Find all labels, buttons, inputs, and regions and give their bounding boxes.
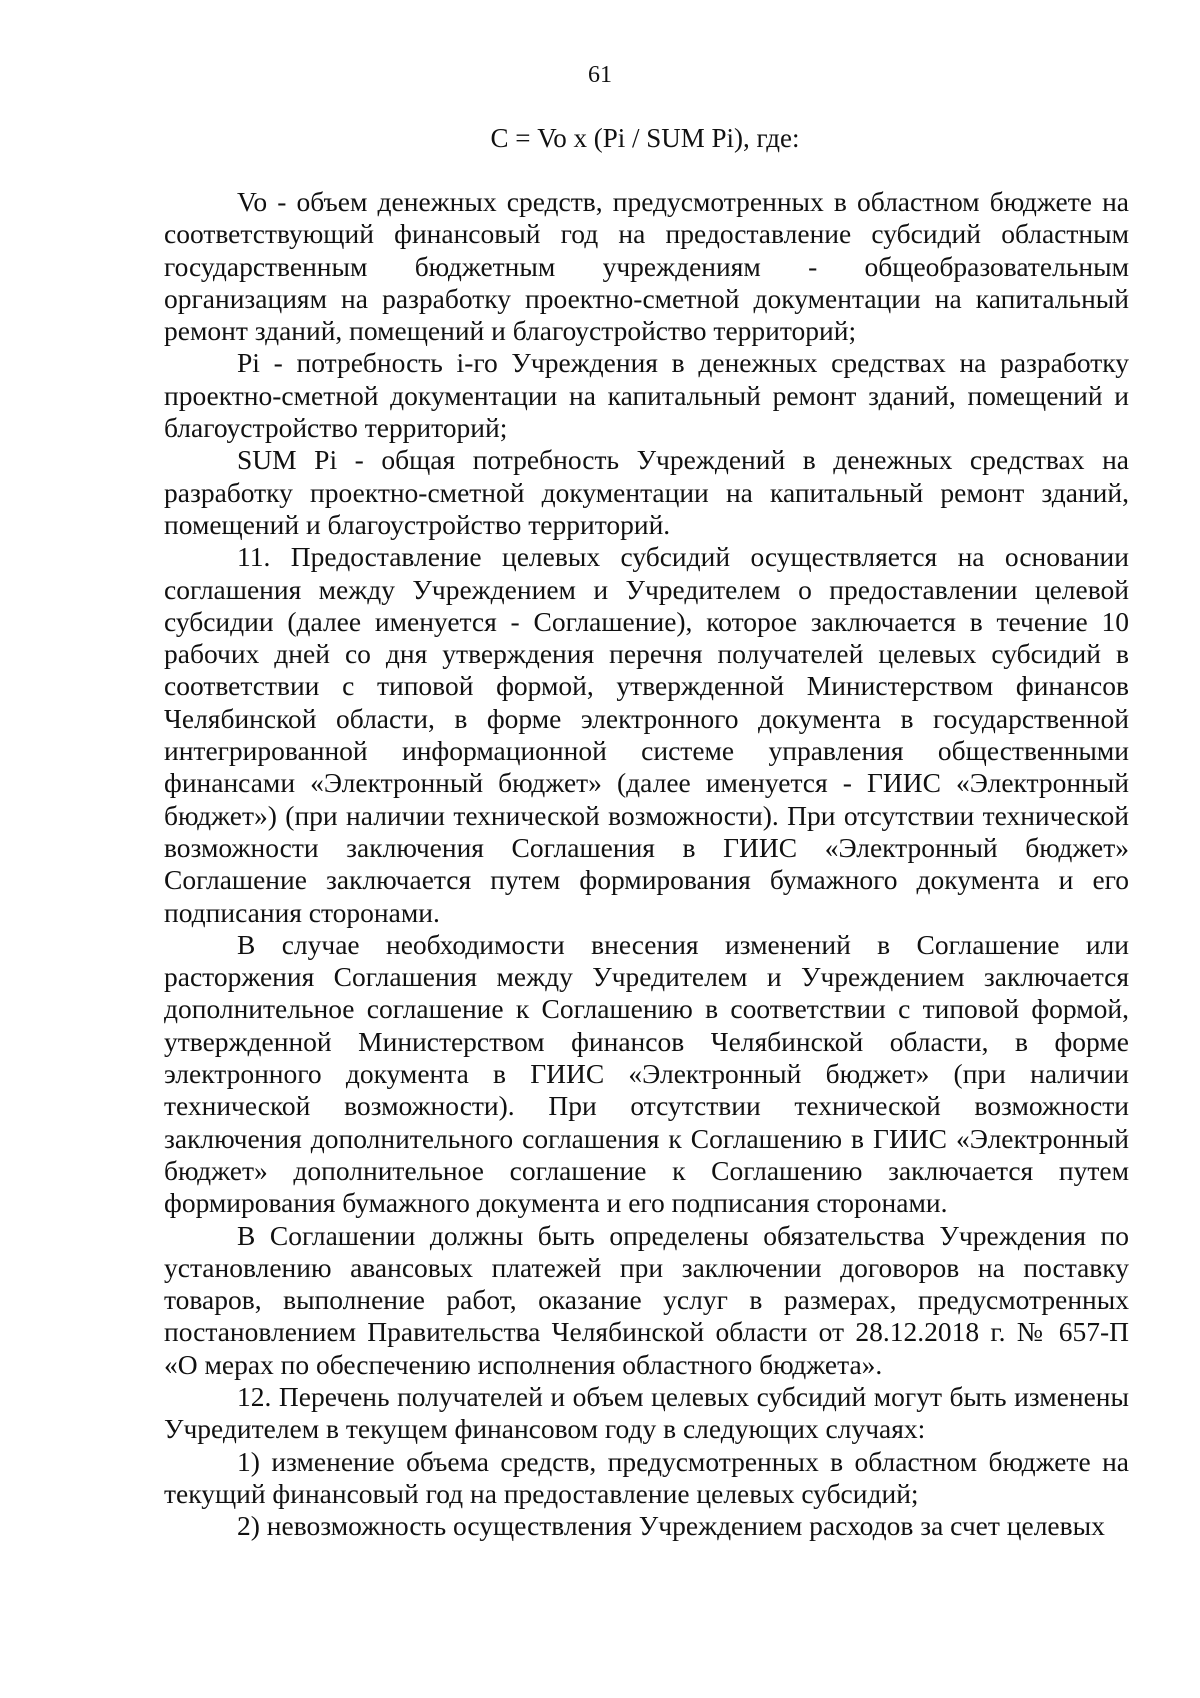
clause-11-amendments: В случае необходимости внесения изменений в Соглашение или расторжения Соглашения между Учредителем и Учреждением заключается дополнительное соглашение к Соглашению в соответствии с типовой формой, утвержденной Министерством финансов Челябинской области, в форме электронного документа в ГИИС «Электронный бюджет» (при наличии технической возможности). При отсутствии технической возможности заключения дополнительного соглашения к Соглашению в ГИИС «Электронный бюджет» дополнительное соглашение к Соглашению заключается путем формирования бумажного документа и его подписания сторонами. — [164, 928, 1129, 1219]
definition-sum-pi: SUM Pi - общая потребность Учреждений в денежных средствах на разработку проектно-сметной документации на капитальный ремонт зданий, помещений и благоустройство территорий. — [164, 444, 1129, 540]
clause-12-item-2: 2) невозможность осуществления Учреждением расходов за счет целевых — [237, 1510, 1105, 1542]
document-body — [164, 186, 1129, 1542]
clause-12-item-1: 1) изменение объема средств, предусмотренных в областном бюджете на текущий финансовый год на предоставление целевых субсидий; — [164, 1445, 1129, 1509]
formula: С = Vo x (Pi / SUM Pi), где: — [490, 123, 800, 153]
clause-12: 12. Перечень получателей и объем целевых субсидий могут быть изменены Учредителем в текущем финансовом году в следующих случаях: — [164, 1380, 1129, 1445]
page-number: 61 — [588, 62, 612, 88]
definition-pi: Pi - потребность i-го Учреждения в денежных средствах на разработку проектно-сметной документации на капитальный ремонт зданий, помещений и благоустройство территорий; — [164, 347, 1129, 444]
definition-vo: Vo - объем денежных средств, предусмотренных в областном бюджете на соответствующий финансовый год на предоставление субсидий областным государственным бюджетным учреждениям - общеобразовательным организациям на разработку проектно-сметной документации на капитальный ремонт зданий, помещений и благоустройство территорий; — [164, 186, 1129, 347]
clause-11-obligations: В Соглашении должны быть определены обязательства Учреждения по установлению авансовых платежей при заключении договоров на поставку товаров, выполнение работ, оказание услуг в размерах, предусмотренных постановлением Правительства Челябинской области от 28.12.2018 г. № 657-П «О мерах по обеспечению исполнения областного бюджета». — [164, 1219, 1129, 1380]
clause-11: 11. Предоставление целевых субсидий осуществляется на основании соглашения между Учреждением и Учредителем о предоставлении целевой субсидии (далее именуется - Соглашение), которое заключается в течение 10 рабочих дней со дня утверждения перечня получателей целевых субсидий в соответствии с типовой формой, утвержденной Министерством финансов Челябинской области, в форме электронного документа в государственной интегрированной информационной системе управления общественными финансами «Электронный бюджет» (далее именуется - ГИИС «Электронный бюджет») (при наличии технической возможности). При отсутствии технической возможности заключения Соглашения в ГИИС «Электронный бюджет» Соглашение заключается путем формирования бумажного документа и его подписания сторонами. — [164, 541, 1129, 928]
